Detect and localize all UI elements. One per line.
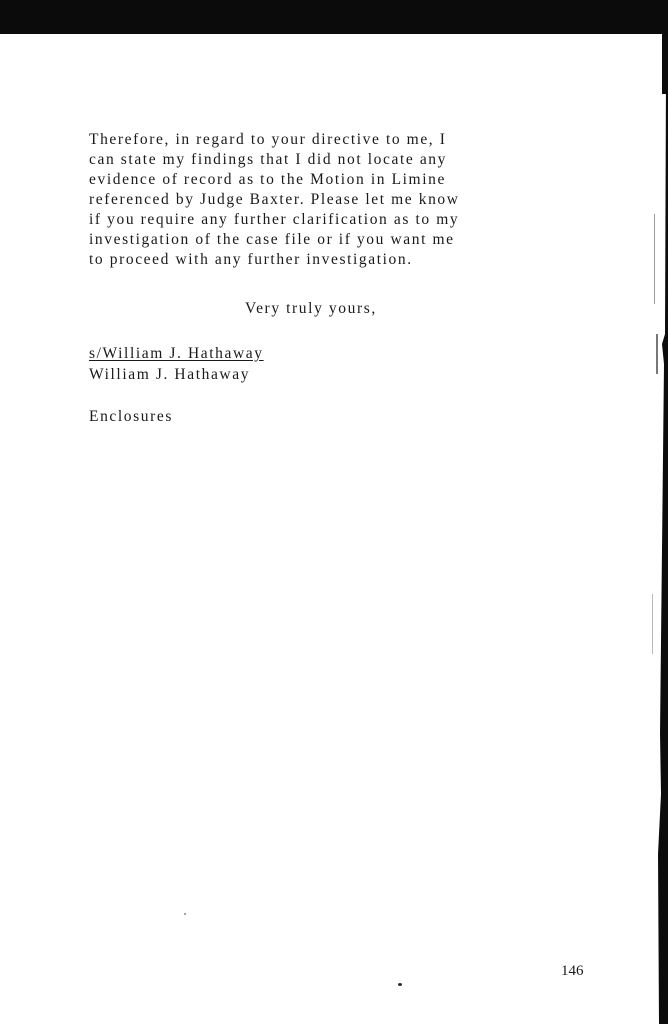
- paragraph-line: investigation of the case file or if you want me: [89, 231, 455, 248]
- paragraph-line: can state my findings that I did not locate any: [89, 151, 447, 168]
- electronic-signature: s/William J. Hathaway: [89, 345, 264, 362]
- scan-top-border: [0, 0, 668, 34]
- paragraph-line: evidence of record as to the Motion in Limine: [89, 171, 446, 188]
- scan-speck: [398, 983, 402, 986]
- paragraph-line: Therefore, in regard to your directive to me, I: [89, 131, 447, 148]
- scan-speck: [184, 913, 186, 915]
- scan-binding-edge: [642, 34, 668, 1024]
- letter-closing: Very truly yours,: [245, 300, 377, 317]
- enclosures-label: Enclosures: [89, 408, 174, 425]
- letter-paragraph: [89, 130, 579, 270]
- paragraph-line: to proceed with any further investigation.: [89, 251, 413, 268]
- page-number: 146: [561, 963, 584, 979]
- printed-name: William J. Hathaway: [89, 366, 251, 383]
- paragraph-line: if you require any further clarification as to my: [89, 211, 460, 228]
- paragraph-line: referenced by Judge Baxter. Please let me know: [89, 191, 460, 208]
